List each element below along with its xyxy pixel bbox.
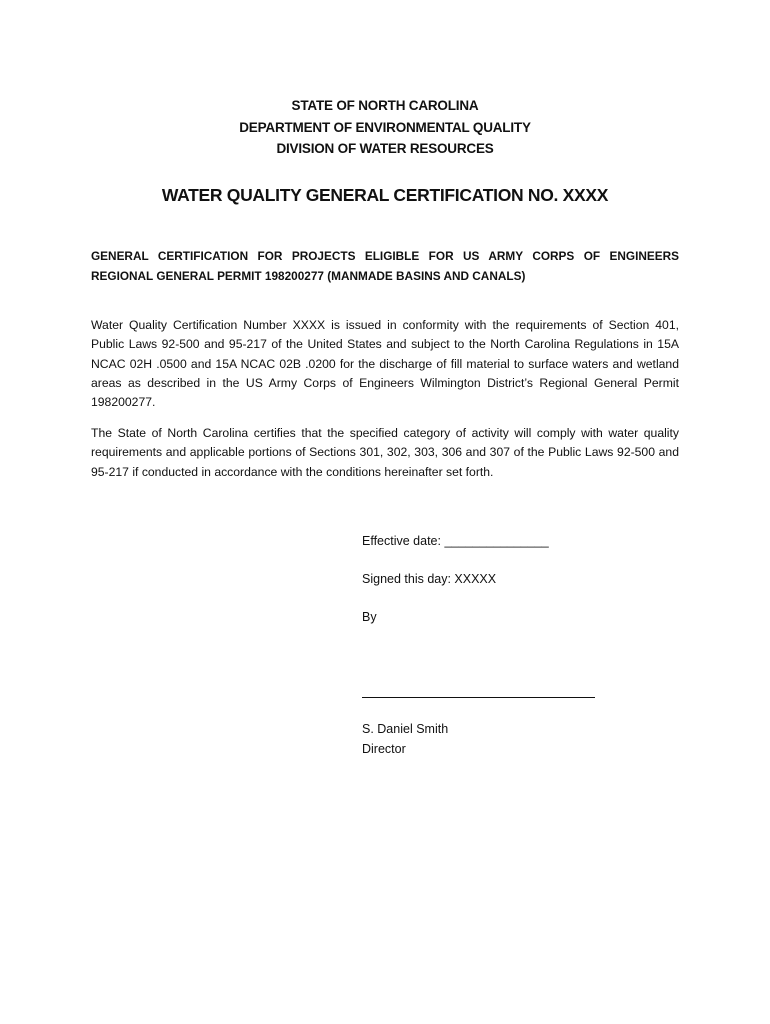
signed-this-day: Signed this day: XXXXX [362, 572, 497, 586]
header-state: STATE OF NORTH CAROLINA [291, 98, 479, 113]
signatory-name: S. Daniel Smith [362, 722, 449, 736]
paragraph-certification: The State of North Carolina certifies that the specified category of activity will comply with water quality requirements and applicable portions of Sections 301, 302, 303, 306 and 307 of the Public Laws 92-500 and 95-217 if conducted in accordance with the conditions hereinafter set forth. [91, 426, 679, 479]
paragraph-issuance: Water Quality Certification Number XXXX is issued in conformity with the requirements of Section 401, Public Laws 92-500 and 95-217 of the United States and subject to the North Carolina Regulations in 15A NCAC 02H .0500 and 15A NCAC 02B .0200 for the discharge of fill material to surface waters and wetland areas as described in the US Army Corps of Engineers Wilmington District’s Regional General Permit 198200277. [91, 318, 679, 410]
signatory-role: Director [362, 741, 406, 756]
header-department: DEPARTMENT OF ENVIRONMENTAL QUALITY [239, 119, 531, 135]
header-division: DIVISION OF WATER RESOURCES [276, 141, 494, 156]
signatory-block [362, 720, 622, 759]
document-title: WATER QUALITY GENERAL CERTIFICATION NO. XXXX [161, 185, 609, 205]
effective-date: Effective date: _______________ [362, 534, 549, 548]
by-label: By [362, 610, 377, 624]
signature-line [362, 697, 595, 698]
agency-header [0, 95, 770, 160]
document-subtitle: GENERAL CERTIFICATION FOR PROJECTS ELIGIBLE FOR US ARMY CORPS OF ENGINEERS REGIONAL GENERAL PERMIT 198200277 (MANMADE BASINS AND CANALS) [91, 249, 679, 283]
